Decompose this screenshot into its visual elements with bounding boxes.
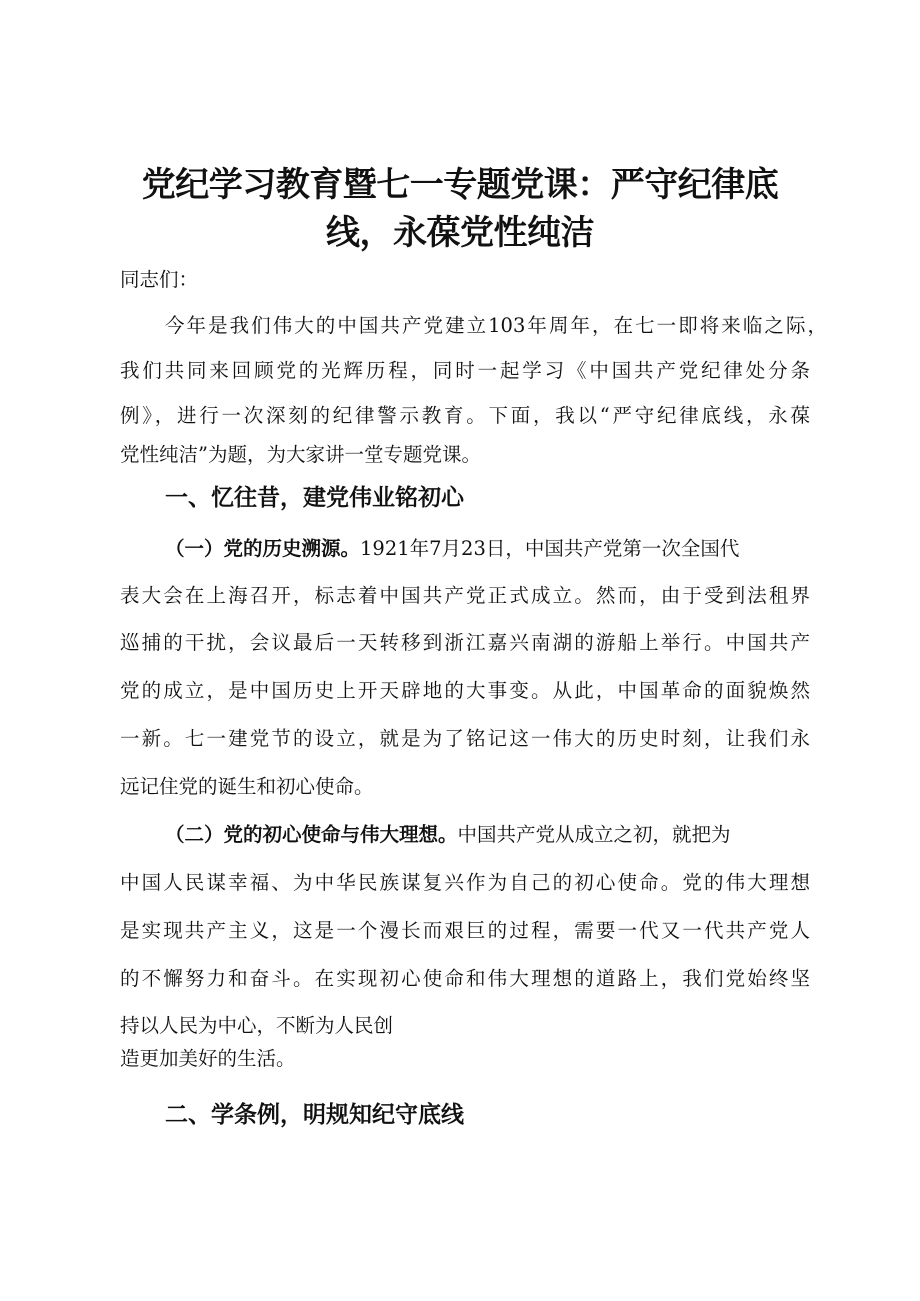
section-1-heading: 一、忆往昔，建党伟业铭初心 <box>165 485 464 511</box>
section-1-1-line-4: 党的成立，是中国历史上开天辟地的大事变。从此，中国革命的面貌焕然 <box>120 679 810 702</box>
section-1-2-line-4: 的不懈努力和奋斗。在实现初心使命和伟大理想的道路上，我们党始终坚 <box>120 967 810 990</box>
document-title-line-1: 党纪学习教育暨七一专题党课：严守纪律底 <box>141 165 779 205</box>
document-title-line-2: 线，永葆党性纯洁 <box>326 213 594 253</box>
section-1-2-label: （二）党的初心使命与伟大理想。 <box>165 823 458 846</box>
intro-line-3: 例》，进行一次深刻的纪律警示教育。下面，我以“严守纪律底线，永葆 <box>120 404 810 427</box>
section-1-1-line-6: 远记住党的诞生和初心使命。 <box>120 775 374 798</box>
section-1-2-line-5: 持以人民为中心，不断为人民创 <box>120 1014 394 1037</box>
section-1-2-line-6: 造更加美好的生活。 <box>120 1047 296 1070</box>
section-1-2-line-2: 中国人民谋幸福、为中华民族谋复兴作为自己的初心使命。党的伟大理想 <box>120 871 810 894</box>
intro-line-4: 党性纯洁”为题，为大家讲一堂专题党课。 <box>120 443 481 466</box>
section-1-2-text: 中国共产党从成立之初，就把为 <box>457 823 731 846</box>
section-1-1-line-2: 表大会在上海召开，标志着中国共产党正式成立。然而，由于受到法租界 <box>120 584 810 607</box>
section-2-heading: 二、学条例，明规知纪守底线 <box>165 1102 464 1128</box>
salutation: 同志们： <box>120 268 199 291</box>
section-1-1-text: 1921年7月23日，中国共产党第一次全国代 <box>360 537 740 560</box>
section-1-1-line-1 <box>165 535 739 563</box>
section-1-1-line-5: 一新。七一建党节的设立，就是为了铭记这一伟大的历史时刻，让我们永 <box>120 727 810 750</box>
intro-line-1: 今年是我们伟大的中国共产党建立103年周年，在七一即将来临之际， <box>165 314 827 337</box>
section-1-2-line-3: 是实现共产主义，这是一个漫长而艰巨的过程，需要一代又一代共产党人 <box>120 919 810 942</box>
section-1-1-label: （一）党的历史溯源。 <box>165 537 361 560</box>
section-1-1-line-3: 巡捕的干扰，会议最后一天转移到浙江嘉兴南湖的游船上举行。中国共产 <box>120 631 810 654</box>
section-1-2-line-1 <box>165 821 731 849</box>
intro-line-2: 我们共同来回顾党的光辉历程，同时一起学习《中国共产党纪律处分条 <box>120 359 810 382</box>
